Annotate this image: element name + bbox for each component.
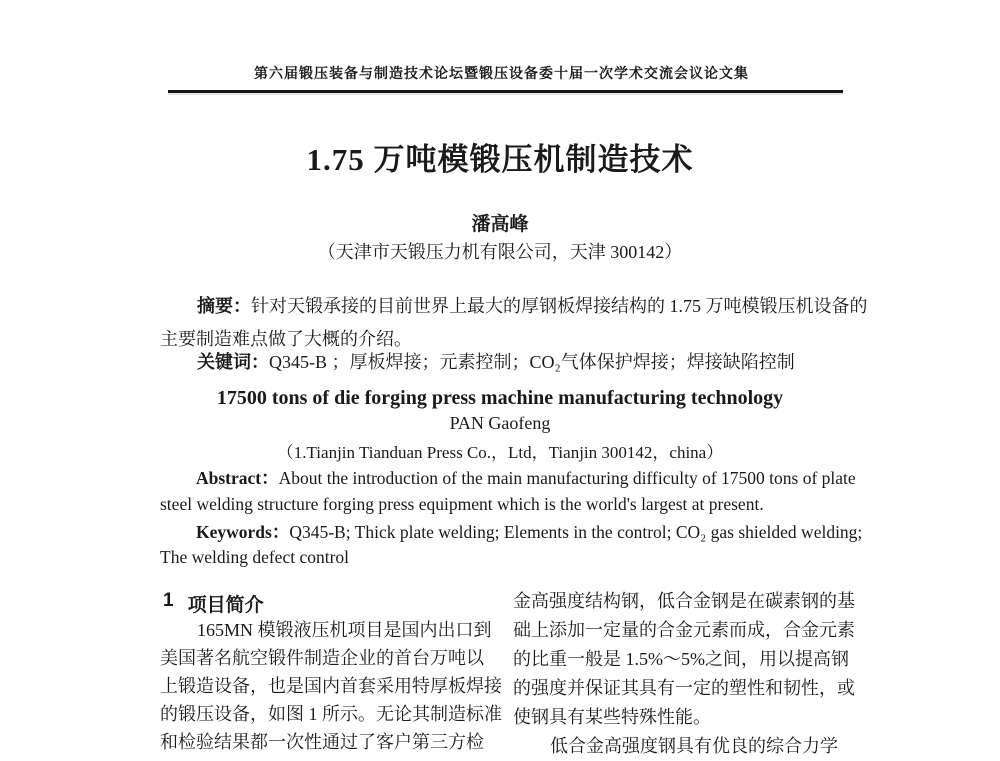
body-line: 美国著名航空锻件制造企业的首台万吨以	[160, 648, 484, 668]
body-column-left	[160, 616, 502, 756]
body-line: 165MN 模锻液压机项目是国内出口到	[197, 620, 492, 640]
keywords-cn-line	[160, 348, 795, 374]
abstract-en-line1	[160, 465, 856, 490]
body-line: 的强度并保证其具有一定的塑性和韧性，或	[513, 678, 855, 698]
body-column-right	[513, 587, 858, 761]
abstract-en-label: Abstract：	[196, 468, 279, 488]
english-title: 17500 tons of die forging press machine manufacturing technology	[216, 387, 784, 409]
body-line: 础上添加一定量的合金元素而成，合金元素	[513, 620, 855, 640]
keywords-en-line2: The welding defect control	[160, 547, 350, 567]
paper-title: 1.75 万吨模锻压机制造技术	[306, 142, 694, 177]
english-author: PAN Gaofeng	[449, 413, 551, 433]
body-line: 金高强度结构钢，低合金钢是在碳素钢的基	[513, 591, 855, 611]
keywords-en-text1: Q345-B; Thick plate welding; Elements in the control; CO₂ gas shielded welding;	[289, 522, 863, 542]
abstract-cn-line1	[160, 292, 868, 318]
body-line: 的比重一般是 1.5%～5%之间，用以提高钢	[513, 649, 849, 669]
keywords-cn-label: 关键词：	[197, 352, 269, 372]
section-1-title: 项目简介	[187, 595, 264, 616]
body-line: 上锻造设备，也是国内首套采用特厚板焊接	[160, 676, 502, 696]
body-line: 低合金高强度钢具有优良的综合力学	[550, 736, 838, 756]
english-affiliation: （1.Tianjin Tianduan Press Co.，Ltd，Tianjin 300142，china）	[276, 443, 724, 462]
abstract-cn-line2: 主要制造难点做了大概的介绍。	[160, 329, 412, 349]
keywords-cn-text: Q345-B ；厚板焊接；元素控制；CO₂气体保护焊接；焊接缺陷控制	[269, 352, 795, 372]
author-affiliation: （天津市天锻压力机有限公司，天津 300142）	[317, 242, 683, 262]
keywords-en-line1	[160, 519, 862, 544]
body-line: 和检验结果都一次性通过了客户第三方检	[160, 732, 484, 752]
abstract-en-line2: steel welding structure forging press equipment which is the world's largest at present.	[160, 494, 764, 514]
running-header: 第六届锻压装备与制造技术论坛暨锻压设备委十届一次学术交流会议论文集	[254, 67, 749, 82]
body-line: 使钢具有某些特殊性能。	[513, 707, 711, 727]
author-name: 潘高峰	[471, 214, 529, 235]
abstract-cn-text1: 针对天锻承接的目前世界上最大的厚钢板焊接结构的 1.75 万吨模锻压机设备的	[251, 296, 868, 316]
abstract-cn-label: 摘要：	[197, 296, 251, 316]
body-line: 的锻压设备，如图 1 所示。无论其制造标准	[160, 704, 502, 724]
header-rule	[168, 90, 843, 93]
abstract-en-text1: About the introduction of the main manufacturing difficulty of 17500 tons of plate	[278, 468, 856, 488]
section-1-heading	[163, 590, 264, 617]
keywords-en-label: Keywords：	[196, 522, 290, 542]
section-1-number: 1	[163, 590, 174, 611]
